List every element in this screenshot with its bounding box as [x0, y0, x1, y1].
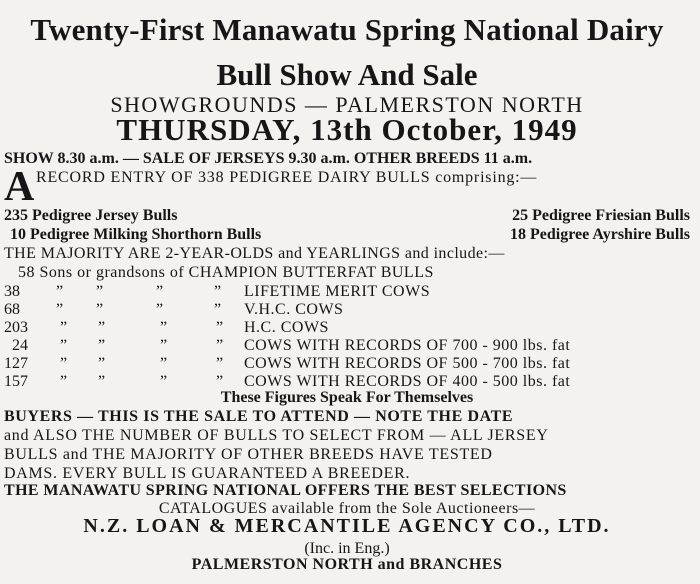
ditto-mark: ” [60, 355, 68, 372]
ditto-mark: ” [96, 283, 104, 300]
friesian-bulls: 25 Pedigree Friesian Bulls [512, 207, 690, 224]
ditto-mark: ” [98, 373, 106, 390]
ditto-mark: ” [160, 373, 168, 390]
ditto-mark: ” [60, 337, 68, 354]
record-entry: RECORD ENTRY OF 338 PEDIGREE DAIRY BULLS comprising:— [36, 169, 538, 186]
catalogues-line: CATALOGUES available from the Sole Auctioneers— [158, 500, 536, 517]
majority-line: THE MAJORITY ARE 2-YEAR-OLDS and YEARLINGS and include:— [4, 245, 505, 262]
count-number: 38 [4, 283, 20, 300]
ditto-mark: ” [156, 283, 164, 300]
count-number: 203 [4, 319, 28, 336]
count-description: COWS WITH RECORDS OF 500 - 700 lbs. fat [244, 355, 571, 372]
branches-line: PALMERSTON NORTH and BRANCHES [191, 556, 503, 573]
shorthorn-bulls: 10 Pedigree Milking Shorthorn Bulls [10, 226, 262, 243]
ditto-mark: ” [56, 301, 64, 318]
count-description: LIFETIME MERIT COWS [244, 283, 431, 300]
ayrshire-bulls: 18 Pedigree Ayrshire Bulls [510, 226, 690, 243]
count-description: COWS WITH RECORDS OF 400 - 500 lbs. fat [244, 373, 571, 390]
ditto-mark: ” [98, 337, 106, 354]
offers-line: THE MANAWATU SPRING NATIONAL OFFERS THE BEST SELECTIONS [4, 482, 567, 499]
paragraph-line-1: and ALSO THE NUMBER OF BULLS TO SELECT FROM — ALL JERSEY [4, 427, 549, 444]
location: SHOWGROUNDS — PALMERSTON NORTH [110, 92, 584, 117]
buyers-heading: BUYERS — THIS IS THE SALE TO ATTEND — NOTE THE DATE [4, 408, 514, 425]
figures-speak: These Figures Speak For Themselves [220, 389, 474, 406]
incorporation-note: (Inc. in Eng.) [304, 540, 390, 557]
count-number: 24 [12, 337, 28, 354]
ditto-mark: ” [216, 319, 224, 336]
count-description: V.H.C. COWS [244, 301, 344, 318]
ditto-mark: ” [56, 283, 64, 300]
ditto-mark: ” [160, 337, 168, 354]
count-number: 157 [4, 373, 28, 390]
count-description: COWS WITH RECORDS OF 700 - 900 lbs. fat [244, 337, 571, 354]
breeds-row-2 [10, 226, 690, 244]
ditto-mark: ” [160, 319, 168, 336]
count-description: H.C. COWS [244, 319, 329, 336]
title-line-1: Twenty-First Manawatu Spring National Dairy [30, 12, 664, 47]
ditto-mark: ” [98, 355, 106, 372]
count-number: 127 [4, 355, 28, 372]
ditto-mark: ” [98, 319, 106, 336]
sons-line: 58 Sons or grandsons of CHAMPION BUTTERFAT BULLS [18, 264, 434, 281]
count-number: 68 [4, 301, 20, 318]
ditto-mark: ” [214, 283, 222, 300]
jersey-bulls: 235 Pedigree Jersey Bulls [4, 207, 178, 224]
ditto-mark: ” [216, 355, 224, 372]
ditto-mark: ” [216, 337, 224, 354]
event-date: THURSDAY, 13th October, 1949 [116, 112, 578, 147]
ditto-mark: ” [96, 301, 104, 318]
drop-cap: A [4, 164, 35, 210]
ditto-mark: ” [214, 301, 222, 318]
ditto-mark: ” [216, 373, 224, 390]
ditto-mark: ” [60, 319, 68, 336]
ditto-mark: ” [60, 373, 68, 390]
paragraph-line-3: DAMS. EVERY BULL IS GUARANTEED A BREEDER. [4, 465, 411, 482]
schedule-times: SHOW 8.30 a.m. — SALE OF JERSEYS 9.30 a.m. OTHER BREEDS 11 a.m. [4, 150, 533, 167]
title-line-2: Bull Show And Sale [216, 57, 478, 92]
ditto-mark: ” [156, 301, 164, 318]
paragraph-line-2: BULLS and THE MAJORITY OF OTHER BREEDS HAVE TESTED [4, 446, 493, 463]
auctioneer-name: N.Z. LOAN & MERCANTILE AGENCY CO., LTD. [83, 515, 611, 537]
ditto-mark: ” [160, 355, 168, 372]
breeds-row-1 [4, 207, 690, 225]
